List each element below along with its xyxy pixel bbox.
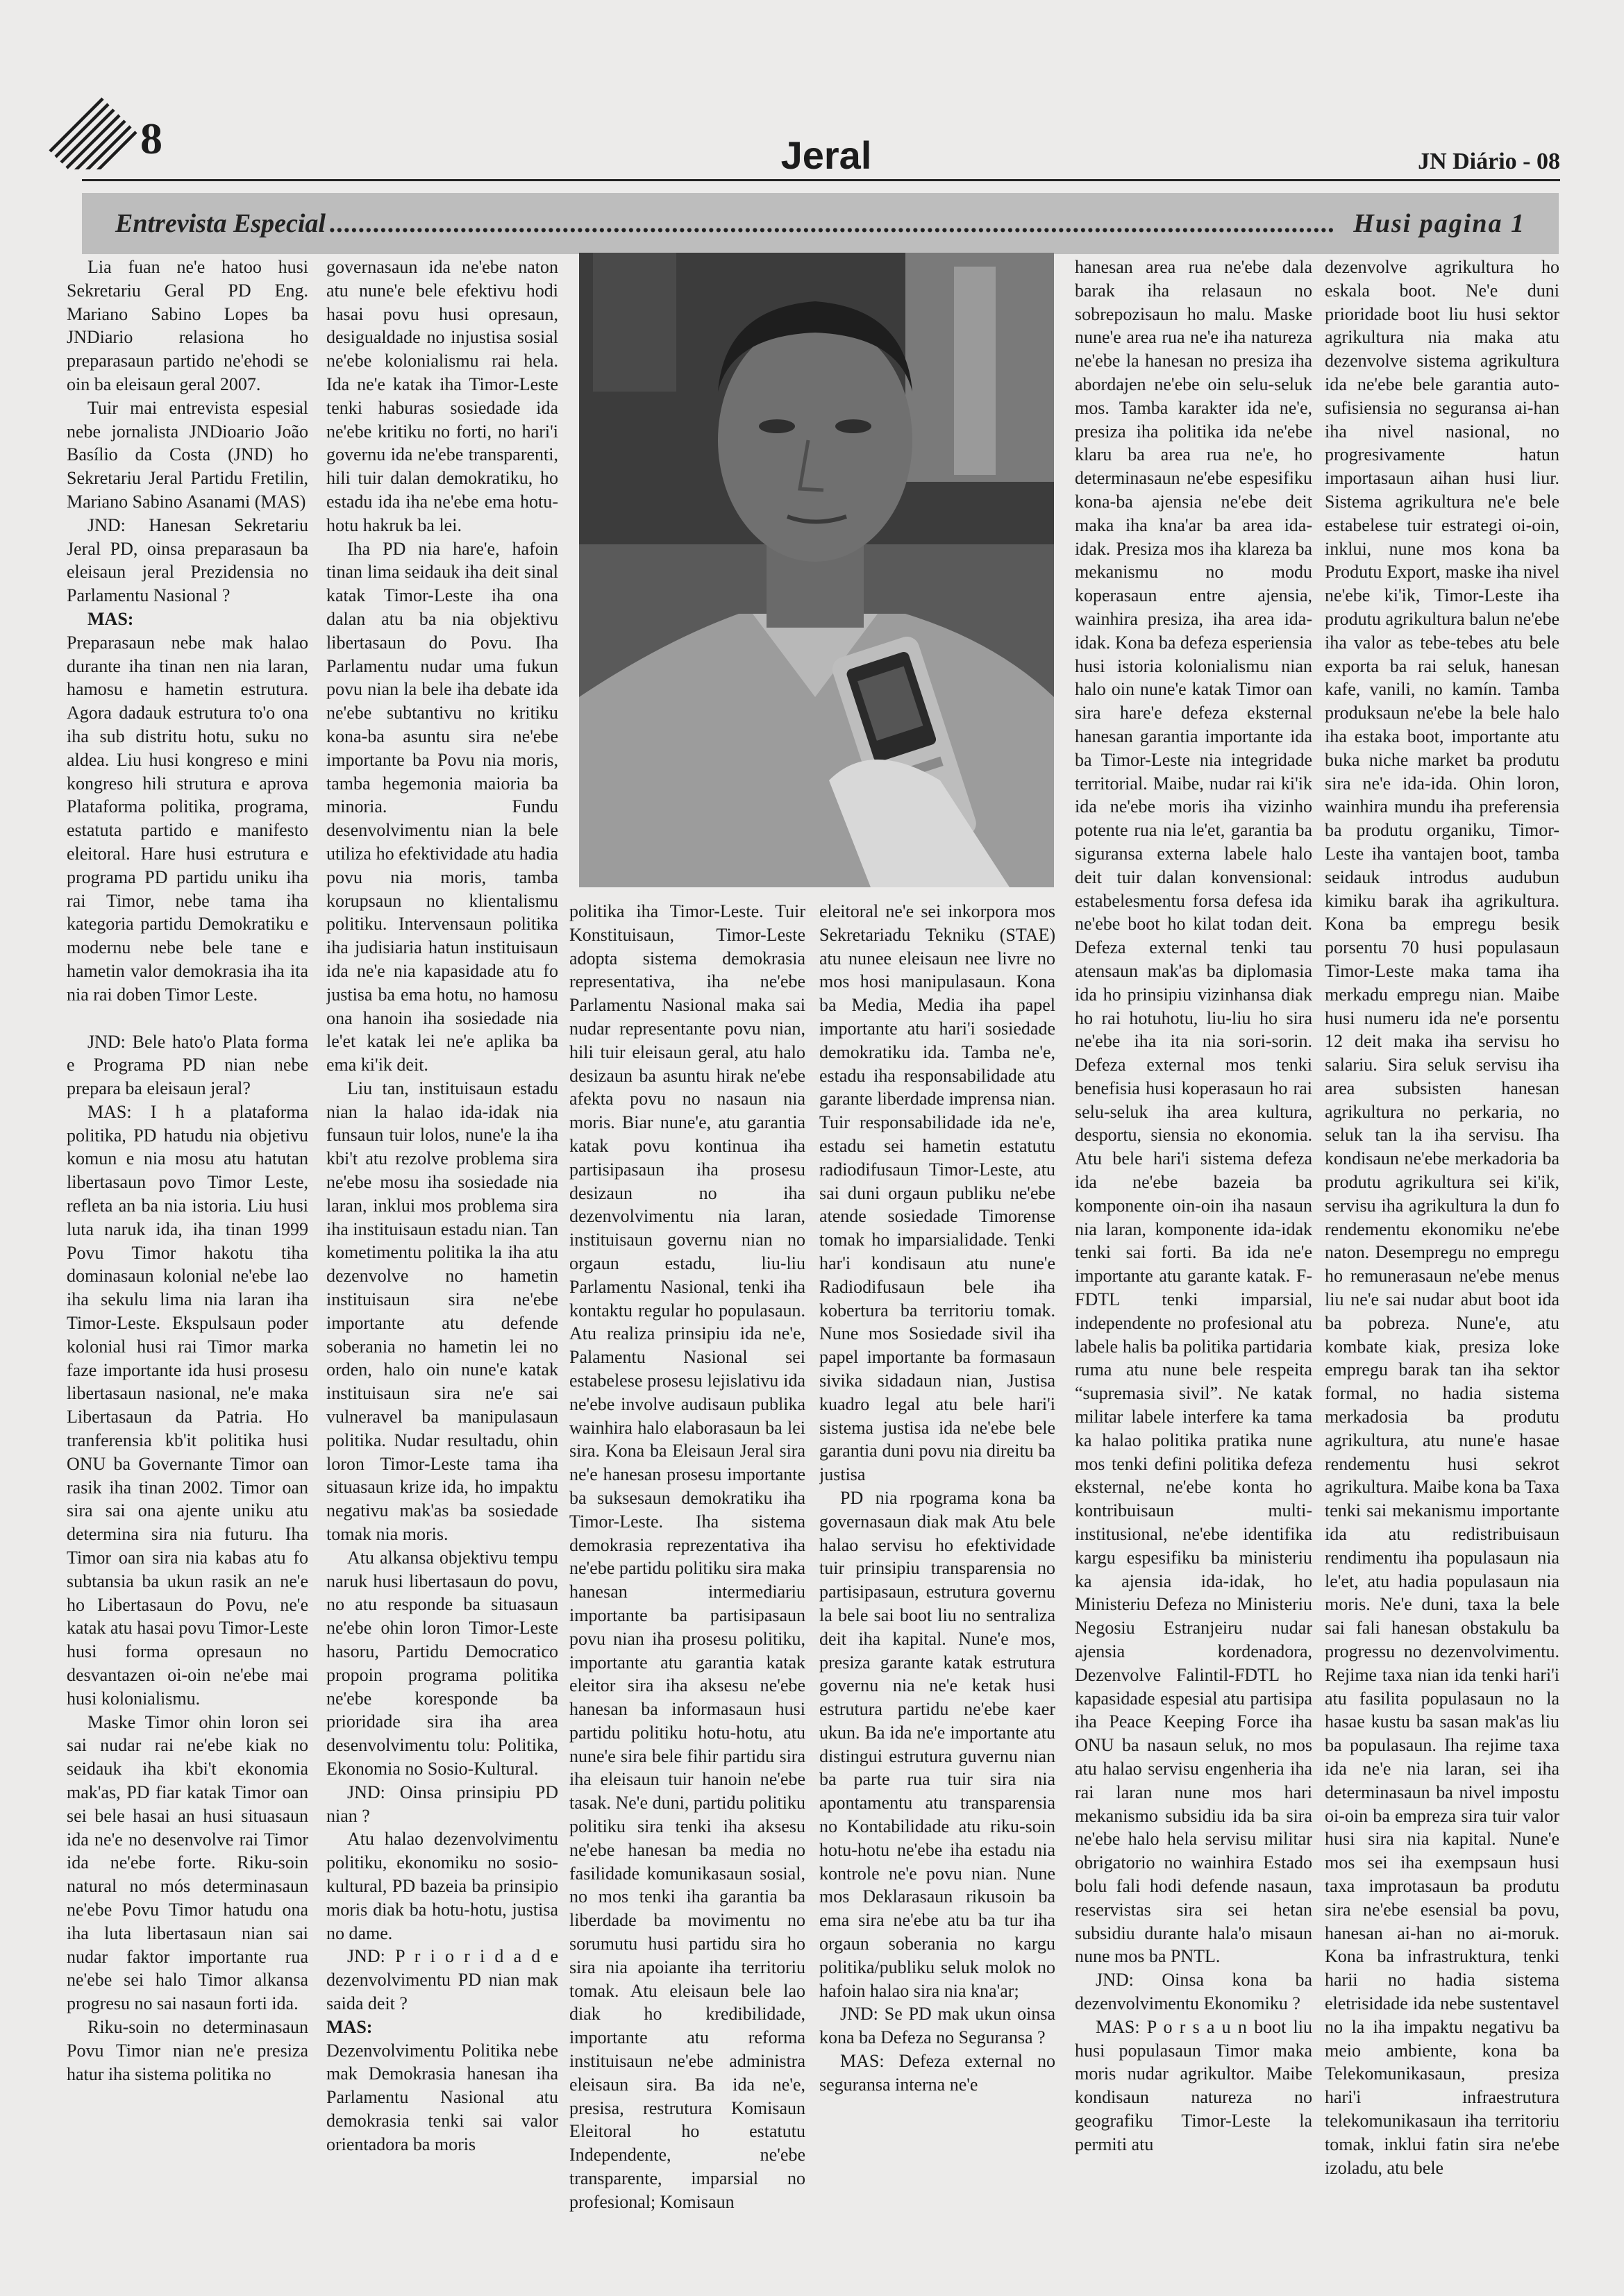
section-title: Jeral bbox=[780, 133, 872, 177]
speaker-label: MAS: bbox=[326, 2016, 373, 2037]
answer-paragraph: politika iha Timor-Leste. Tuir Konstituisaun, Timor-Leste adopta sistema demokrasia representativa, iha ne'ebe Parlamentu Nasional maka sai nudar representante povu nian, hili tuir eleisaun geral, atu halo desizaun ba asuntu hirak ne'ebe afekta povu no nasaun nia moris. Biar nune'e, atu garantia katak povu kontinua iha partisipasaun iha prosesu desizaun no iha dezenvolvimentu nia laran, instituisaun governu nian no orgaun estadu, liu-liu Parlamentu Nasional, tenki iha kontaktu regular ho populasaun. Atu realiza prinsipiu ida ne'e, Palamentu Nasional sei estabelese prosesu lejislativu ida ne'ebe involve audisaun publika wainhira halo elaborasaun ba lei sira. Kona ba Eleisaun Jeral sira ne'e hanesan prosesu importante ba suksesaun demokratiku iha Timor-Leste. Iha sistema demokrasia reprezentativa iha ne'ebe partidu politiku sira maka hanesan intermediariu importante ba partisipasaun povu nian iha prosesu politiku, importante atu garantia katak eleitor sira iha aksesu ne'ebe hanesan ba informasaun husi partidu politiku hotu-hotu, atu nune'e sira bele fihir partidu sira iha eleisaun tuir hanoin ne'ebe tasak. Ne'e duni, partidu politiku politiku sira tenki iha aksesu ne'ebe hanesan ba media no fasilidade komunikasaun sosial, no mos tenki iha garantia ba liberdade ba movimentu no sorumutu husi partidu sira ho sira nia apoiante iha territoriu tomak. Atu eleisaun bele lao diak ho kredibilidade, importante atu reforma instituisaun ne'ebe administra eleisaun sira. Ba ida ne'e, presisa, restrutura Komisaun Eleitoral ho estatutu Independente, ne'ebe transparente, imparsial no profesional; Komisaun bbox=[569, 901, 805, 2212]
question-paragraph: JND: P r i o r i d a d e dezenvolvimentu PD nian mak saida deit ? bbox=[326, 1946, 558, 2013]
article-column-2 bbox=[326, 255, 558, 2276]
answer-paragraph: PD nia rpograma kona ba governasaun diak mak Atu bele halao servisu ho efektividade tuir prinsipiu transparensia no partisipasaun, estrutura governu la bele sai boot liu no sentraliza deit iha kapital. Nune'e mos, presiza garante katak estrutura governu nia ne'e ketak husi estrutura partidu ne'ebe kaer ukun. Ba ida ne'e importante atu distingui estrutura guvernu nian ba parte rua tuir sira nia apontamentu atu transparensia no Kontabilidade atu riku-soin hotu-hotu ne'ebe iha estadu nia kontrole ne'e povu nian. Nune mos Deklarasaun rikusoin ba ema sira ne'ebe atu ba tur iha orgaun soberania no kargu politika/publiku seluk molok no hafoin halao sira nia kna'ar; bbox=[819, 1487, 1055, 2001]
article-column-3 bbox=[569, 900, 805, 2276]
answer-paragraph: Atu halao dezenvolvimentu politiku, ekonomiku no sosio-kultural, PD bazeia ba prinsipio moris diak ba hotu-hotu, justisa no dame. bbox=[326, 1829, 558, 1943]
banner-label: Entrevista Especial bbox=[115, 209, 326, 238]
article-column-4 bbox=[819, 900, 1055, 2276]
answer-paragraph: Dezenvolvimentu Politika nebe mak Demokrasia hanesan iha Parlamentu Nasional atu demokrasia tenki sai valor orientadora ba moris bbox=[326, 2040, 558, 2154]
answer-paragraph: Iha PD nia hare'e, hafoin tinan lima seidauk iha deit sinal katak Timor-Leste iha ona dalan atu ba nia objektivu libertasaun do Povu. Iha Parlamentu nudar uma fukun povu nian la bele iha debate ida ne'ebe subtantivu no kritiku kona-ba asuntu sira ne'ebe importante ba Povu nia moris, tamba hegemonia maioria ba minoria. Fundu desenvolvimentu nian la bele utiliza ho efektividade atu hadia povu nia moris, tamba korupsaun no klientalismu politiku. Intervensaun politika iha judisiaria hatun instituisaun ida ne'e nia kapasidade atu fo justisa ba ema hotu, no hamosu ona hanoin iha sosiedade nia le'et katak lei ne'e aplika ba ema ki'ik deit. bbox=[326, 538, 558, 1075]
interview-photo bbox=[579, 253, 1054, 887]
answer-paragraph: Preparasaun nebe mak halao durante iha tinan nen nia laran, hamosu e hametin estrutura. Agora dadauk estrutura to'o ona iha sub distritu hotu, suku no aldea. Liu husi kongreso e mini kongreso hili strutura e aprova Plataforma politika, programa, estatuta partido e manifesto eleitoral. Hare husi estrutura e programa PD partidu uniku iha rai Timor, nebe tama iha kategoria partidu Demokratiku e modernu nebe bele tane e hametin valor demokrasia iha ita nia rai doben Timor Leste. bbox=[67, 632, 308, 1005]
answer-paragraph: Maske Timor ohin loron sei sai nudar rai ne'ebe kiak no seidauk iha kbi't ekonomia mak'as, PD fiar katak Timor oan sei bele hasai an husi situasaun ida ne'e no desenvolve rai Timor ida ne'ebe forte. Riku-soin natural no mós determinasaun ne'ebe Povu Timor hatudu ona iha luta libertasaun nian sai nudar faktor importante rua ne'ebe sei halo Timor alkansa progresu no sai nasaun forti ida. bbox=[67, 1711, 308, 2014]
answer-paragraph: MAS: I h a plataforma politika, PD hatudu nia objetivu komun e nia mosu atu hatutan libertasaun povo Timor Leste, refleta an ba nia istoria. Liu husi luta naruk ida, iha tinan 1999 Povu Timor hakotu tiha dominasaun kolonial ne'ebe lao iha sekulu lima nia laran iha Timor-Leste. Ekspulsaun poder kolonial husi rai Timor marka faze importante ida husi prosesu libertasaun nasional, ne'e maka Libertasaun da Patria. Ho tranferensia kb'it politika husi ONU ba Governante Timor oan rasik iha tinan 2002. Timor oan sira sai ona ajente uniku atu determina sira nia futuru. Iha Timor oan sira nia kabas atu fo subtansia ba ukun rasik an ne'e ho Libertasaun do Povu, ne'e katak atu hasai povu Timor-Leste husi forma opresaun no desvantazen oi-oin ne'ebe mai husi kolonialismu. bbox=[67, 1101, 308, 1709]
question-paragraph: JND: Bele hato'o Plata forma e Programa PD nian nebe prepara ba eleisaun jeral? bbox=[67, 1031, 308, 1099]
banner-dot-leader: .......................................................................................................................................... bbox=[329, 209, 1336, 238]
question-paragraph: JND: Oinsa kona ba dezenvolvimentu Ekonomiku ? bbox=[1075, 1970, 1312, 2013]
interview-banner bbox=[82, 193, 1559, 254]
speaker-label: MAS: bbox=[87, 608, 134, 629]
answer-paragraph: MAS: Defeza external no seguransa interna ne'e bbox=[819, 2051, 1055, 2095]
question-paragraph: JND: Oinsa prinsipiu PD nian ? bbox=[326, 1782, 558, 1826]
answer-paragraph: governasaun ida ne'ebe naton atu nune'e bele efektivu hodi hasai povu husi opresaun, desigualdade no injustisa sosial ne'ebe kolonialismu rai hela. Ida ne'e katak iha Timor-Leste tenki haburas sosiedade ida ne'ebe kritiku no forti, no hari'i governu ida ne'ebe transparenti, hili tuir dalan demokratiku, ho estadu ida iha ne'ebe ema hotu-hotu hakruk ba lei. bbox=[326, 257, 558, 535]
newspaper-folio: JN Diário - 08 bbox=[1418, 149, 1560, 174]
page-number: 8 bbox=[140, 114, 162, 163]
intro-paragraph: Tuir mai entrevista espesial nebe jornalista JNDioario João Basílio da Costa (JND) ho Sekretariu Jeral Partidu Fretilin, Mariano Sabino Asanami (MAS) bbox=[67, 397, 308, 512]
article-column-6 bbox=[1325, 255, 1559, 2276]
intro-paragraph: Lia fuan ne'e hatoo husi Sekretariu Geral PD Eng. Mariano Sabino Lopes ba JNDiario relasiona ho preparasaun partido ne'ehodi se oin ba eleisaun geral 2007. bbox=[67, 257, 308, 394]
answer-paragraph: Atu alkansa objektivu tempu naruk husi libertasaun do povu, no atu responde ba situasaun ne'ebe ohin loron Timor-Leste hasoru, Partidu Democratico propoin programa politika ne'ebe koresponde ba prioridade sira iha area desenvolvimentu tolu: Politika, Ekonomia no Sosio-Kultural. bbox=[326, 1547, 558, 1779]
question-paragraph: JND: Se PD mak ukun oinsa kona ba Defeza no Seguransa ? bbox=[819, 2004, 1055, 2048]
article-column-1 bbox=[67, 255, 308, 2276]
answer-paragraph: eleitoral ne'e sei inkorpora mos Sekretariadu Tekniku (STAE) atu nunee eleisaun nee livre no mos hosi manipulasaun. Kona ba Media, Media iha papel importante atu hari'i sosiedade demokratiku ida. Tamba ne'e, estadu iha responsabilidade atu garante liberdade imprensa nian. Tuir responsabilidade ida ne'e, estadu sei hametin estatutu radiodifusaun Timor-Leste, atu sai duni orgaun publiku ne'ebe atende sosiedade Timorense tomak ho imparsialidade. Tenki har'i kondisaun atu nune'e Radiodifusaun bele iha kobertura ba territoriu tomak. Nune mos Sosiedade sivil iha papel importante ba formasaun sivika sidadaun nian, Justisa kuadro legal atu bele hari'i sistema justisa ida ne'ebe bele garantia duni povu nia direitu ba justisa bbox=[819, 901, 1055, 1485]
answer-paragraph: MAS: P o r s a u n boot liu husi populasaun Timor maka moris nudar agrikultor. Maibe kondisaun natureza no geografiku Timor-Leste la permiti atu bbox=[1075, 2016, 1312, 2154]
answer-paragraph: Riku-soin no determinasaun Povu Timor nian ne'e presiza hatur iha sistema politika no bbox=[67, 2016, 308, 2084]
header-rule bbox=[82, 179, 1560, 181]
question-paragraph: JND: Hanesan Sekretariu Jeral PD, oinsa preparasaun ba eleisaun jeral Prezidensia no Parlamentu Nasional ? bbox=[67, 514, 308, 606]
banner-continuation: Husi pagina 1 bbox=[1353, 209, 1525, 238]
answer-paragraph: hanesan area rua ne'ebe dala barak iha relasaun no sobrepozisaun ho malu. Maske nune'e area rua ne'e iha natureza ne'ebe la hanesan no presiza iha abordajen ne'ebe oin selu-seluk mos. Tamba karakter ida ne'e, presiza iha politika ida ne'ebe klaru ba area rua ne'e, ho determinasaun ne'ebe espesifiku kona-ba ajensia ne'ebe deit maka iha kna'ar ba area ida-idak. Presiza mos iha klareza ba mekanismu no modu koperasaun entre ajensia, wainhira presiza, iha area ida-idak. Kona ba defeza esperiensia husi istoria kolonialismu nian halo oin nune'e katak Timor oan sira hare'e defeza eksternal hanesan garantia importante ida ba Timor-Leste nia integridade territorial. Maibe, nudar rai ki'ik ida ne'ebe moris iha vizinho potente rua nia le'et, garantia ba siguransa externa labele halo deit tuir dalan konvensional: estabelesmentu forsa defesa ida ne'ebe boot ho kilat todan deit. Defeza external tenki tau atensaun mak'as ba diplomasia ida ho prinsipiu vizinhansa diak ho rai hotuhotu, liu-liu ho sira ne'ebe iha ita nia sori-sorin. Defeza external mos tenki benefisia husi koperasaun ho rai selu-seluk iha area kultura, desportu, siensia no ekonomia. Atu bele hari'i sistema defeza ida ne'ebe bazeia ba komponente oin-oin iha nasaun nia laran, komponente ida-idak tenki sai forti. Ba ida ne'e importante atu garante katak. F-FDTL tenki imparsial, independente no profesional atu labele halis ba politika partidaria ruma atu nune bele respeita “supremasia sivil”. Ne katak militar labele interfere ka tama ka halao politika pratika nune mos tenki defini politika defeza eksternal, ne'ebe konta ho kontribuisaun multi-institusional, ne'ebe identifika kargu espesifiku ba ministeriu ka ajensia ida-idak, ho Ministeriu Defeza no Ministeriu Negosiu Estranjeiru nudar ajensia kordenadora, Dezenvolve Falintil-FDTL ho kapasidade espesial atu partisipa iha Peace Keeping Force iha ONU ba nasaun seluk, no mos atu halao servisu engenheria iha rai laran nune mos hari mekanismo subsidiu ida ba sira ne'ebe halo hela servisu militar obrigatorio no wainhira Estado bolu fali hodi defende nasaun, reservistas sira sei hetan subsidiu durante hala'o misaun nune mos ba PNTL. bbox=[1075, 257, 1312, 1967]
article-column-5 bbox=[1075, 255, 1312, 2276]
answer-paragraph: dezenvolve agrikultura ho eskala boot. Ne'e duni prioridade boot liu husi sektor agrikultura nia maka atu dezenvolve sistema agrikultura ida ne'ebe bele garantia auto-sufisiensia no seguransa ai-han iha nivel nasional, no progresivamente hatun importasaun aihan husi liur. Sistema agrikultura ne'e bele estabelese tuir estrategi oi-oin, inklui, nune mos kona ba Produtu Export, maske iha nivel ne'ebe ki'ik, Timor-Leste iha produtu agrikultura balun ne'ebe iha valor as tebe-tebes atu bele exporta ba rai seluk, hanesan kafe, vanili, no kamín. Tamba produksaun ne'ebe la bele halo iha estaka boot, importante atu buka niche market ba produtu sira ne'e ida-ida. Ohin loron, wainhira mundu iha preferensia ba produtu organiku, Timor-Leste iha vantajen boot, tamba seidauk introdus audubun kimiku barak iha agrikultura. Kona ba empregu besik porsentu 70 husi populasaun Timor-Leste maka tama iha merkadu empregu nian. Maibe husi numeru ida ne'e porsentu 12 deit maka iha servisu ho salariu. Sira seluk servisu iha area subsisten hanesan agrikultura no perkaria, no seluk tan la iha servisu. Iha kondisaun ne'ebe merkadoria ba produtu agrikultura sei ki'ik, servisu iha agrikultura la dun fo rendementu ekonomiku ne'ebe naton. Desempregu no empregu ho remunerasaun ne'ebe menus liu ne'e sai nudar abut boot ida ba pobreza. Nune'e, atu kombate kiak, presiza loke empregu barak tan iha sektor formal, no hadia sistema merkadosia ba produtu agrikultura, atu nune'e hasae rendementu husi sekrot agrikultura. Maibe kona ba Taxa tenki sai mekanismu importante ida atu redistribuisaun rendimentu iha populasaun nia le'et, atu hadia populasaun nia moris. Ne'e duni, taxa la bele sai fali hanesan obstakulu ba progressu no dezenvolvimentu. Rejime taxa nian ida tenki hari'i atu fasilita populasaun no la hasae kustu ba sasan mak'as liu ba populasaun. Iha rejime taxa ida ne'e nia laran, sei iha determinasaun ba nivel impostu oi-oin ba empreza sira tuir valor husi sira nia kapital. Nune'e mos sei iha exempsaun husi taxa improtasaun ba produtu sira ne'ebe esensial ba povu, hanesan ai-han no ai-moruk. Kona ba infrastruktura, tenki harii no hadia sistema eletrisidade ida nebe sustentavel no la iha impaktu negativu ba meio ambiente, kona ba Telekomunikasaun, presiza hari'i infraestrutura telekomunikasaun iha territoriu tomak, inklui fatin sira ne'ebe izoladu, atu bele bbox=[1325, 257, 1559, 2178]
answer-paragraph: Liu tan, instituisaun estadu nian la halao ida-idak nia funsaun tuir lolos, nune'e la iha kbi't atu rezolve problema sira ne'ebe mosu iha sosiedade nia laran, inklui mos problema sira iha instituisaun estadu nian. Tan kometimentu politika la iha atu dezenvolve no hametin instituisaun sira ne'ebe importante atu defende soberania no hametin lei no orden, halo oin nune'e katak instituisaun sira ne'e sai vulneravel ba manipulasaun politika. Nudar resultadu, ohin loron Timor-Leste tama iha situasaun krize ida, ho impaktu negativu mak'as ba sosiedade tomak nia moris. bbox=[326, 1078, 558, 1545]
